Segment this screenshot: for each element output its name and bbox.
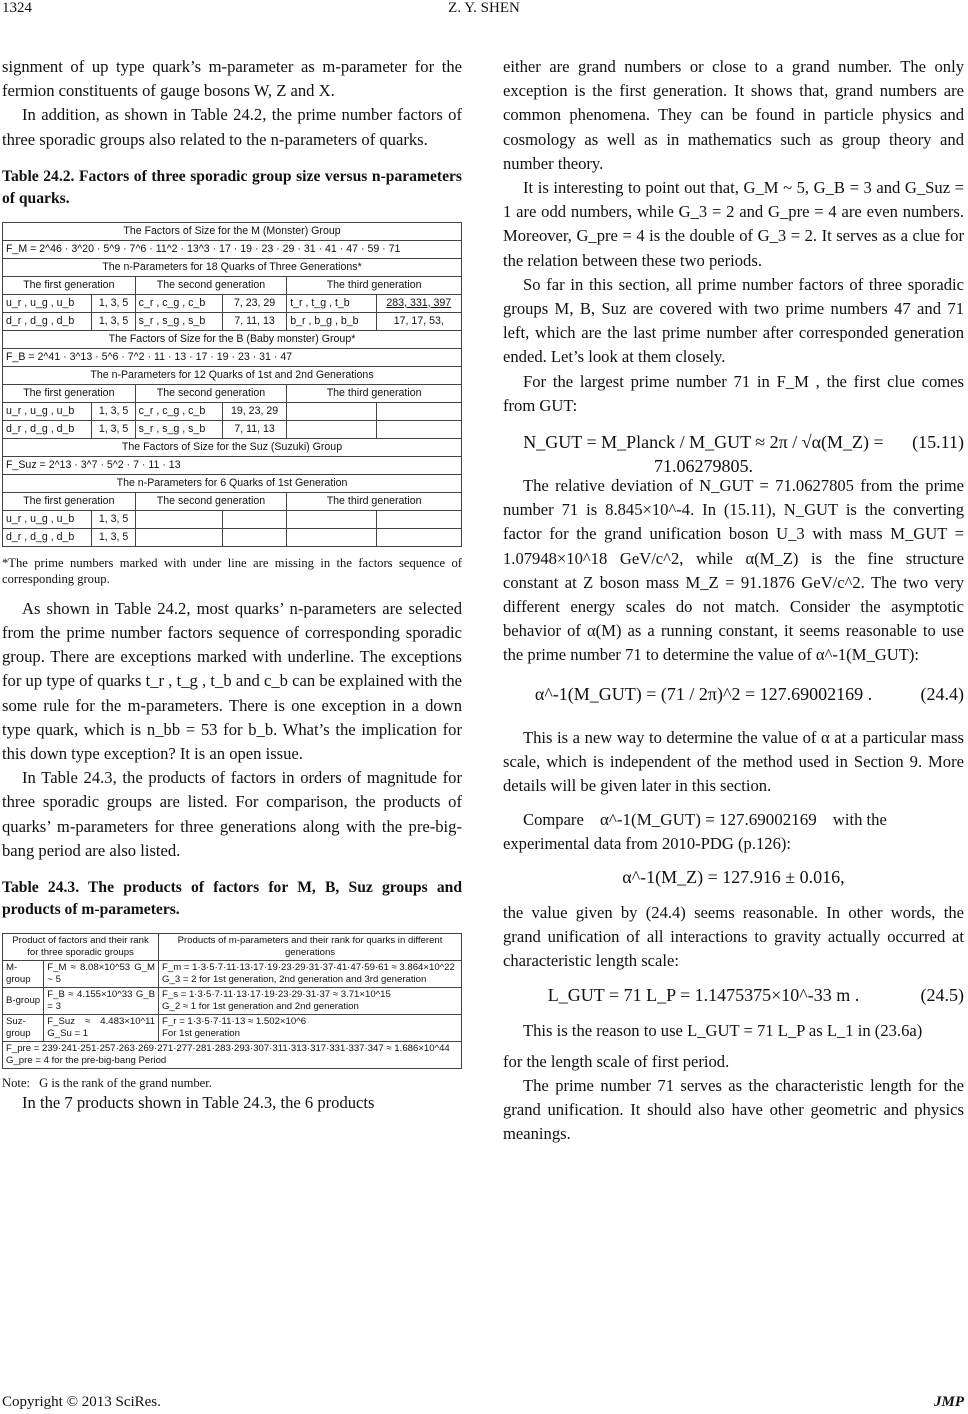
table-cell: s_r , s_g , s_b bbox=[135, 420, 222, 438]
running-author: Z. Y. SHEN bbox=[448, 0, 520, 16]
right-paragraph-7b: experimental data from 2010-PDG (p.126): bbox=[503, 834, 792, 854]
table-cell bbox=[135, 510, 222, 528]
table-cell bbox=[159, 961, 462, 988]
left-paragraph-1: signment of up type quark’s m-parameter as m-parameter for the fermion constituents of gauge bosons W, Z and X. bbox=[2, 57, 462, 101]
table-row bbox=[3, 961, 462, 988]
table-cell: 19, 23, 29 bbox=[222, 402, 286, 420]
gen3-header: The third generation bbox=[287, 384, 462, 402]
table-b-nparams: The n-Parameters for 12 Quarks of 1st and 2nd Generations bbox=[3, 366, 462, 384]
products-line: F_r = 1·3·5·7·11·13 ≈ 1.502×10^6 bbox=[162, 1016, 307, 1028]
table-row bbox=[3, 1015, 462, 1042]
table-cell: c_r , c_g , c_b bbox=[135, 402, 222, 420]
gen2-header: The second generation bbox=[135, 276, 287, 294]
page-number: 1324 bbox=[2, 0, 32, 16]
note-label: Note: bbox=[2, 1076, 30, 1091]
table-cell: F_Suz ≈ 4.483×10^11 G_Su = 1 bbox=[44, 1015, 159, 1042]
table-cell bbox=[135, 528, 222, 546]
table-cell: b_r , b_g , b_b bbox=[287, 312, 376, 330]
table-cell bbox=[222, 528, 286, 546]
text-span: Compare bbox=[523, 810, 584, 830]
rank-line: For 1st generation bbox=[162, 1028, 240, 1040]
table-row bbox=[3, 510, 462, 528]
table-cell: 7, 23, 29 bbox=[222, 294, 286, 312]
footer-journal: JMP bbox=[934, 1394, 964, 1410]
table-cell bbox=[376, 528, 461, 546]
equation-body: N_GUT = M_Planck / M_GUT ≈ 2π / √α(M_Z) = 71.06279805. bbox=[523, 432, 884, 477]
right-paragraph-7 bbox=[503, 808, 964, 832]
table-cell: M-group bbox=[3, 961, 44, 988]
page-header bbox=[0, 0, 968, 22]
rank-line: G_pre = 4 for the pre-big-bang Period bbox=[6, 1055, 167, 1067]
equation-24-5 bbox=[503, 983, 964, 1019]
table-suz-formula: F_Suz = 2^13 · 3^7 · 5^2 · 7 · 11 · 13 bbox=[3, 456, 462, 474]
gen2-header: The second generation bbox=[135, 384, 287, 402]
table-cell: 283, 331, 397 bbox=[376, 294, 461, 312]
table-cell: F_B ≈ 4.155×10^33 G_B = 3 bbox=[44, 988, 159, 1015]
right-paragraph-5: The relative deviation of N_GUT = 71.0627805 from the prime number 71 is 8.845×10^-4. In (15.11), N_GUT is the converting factor for the grand unification boson U_3 with mass M_GUT = 1.07948×10^18 GeV/c^2, while α(M_Z) is the fine structure constant at Z boson mass M_Z = 91.1876 GeV/c^2. The two very different energy scales do not match. Consider the asymptotic behavior of α(M) as a running constant, it seems reasonable to use the prime number 71 to determine the value of α^-1(M_GUT): bbox=[503, 476, 964, 665]
table-cell: t_r , t_g , t_b bbox=[287, 294, 376, 312]
table-row bbox=[3, 402, 462, 420]
table-cell: u_r , u_g , u_b bbox=[3, 294, 92, 312]
table-cell: u_r , u_g , u_b bbox=[3, 402, 92, 420]
gen2-header: The second generation bbox=[135, 492, 287, 510]
equation-24-4 bbox=[503, 682, 964, 726]
table-24-2-caption: Table 24.2. Factors of three sporadic group size versus n-parameters of quarks. bbox=[2, 167, 462, 207]
table-cell bbox=[287, 420, 376, 438]
table3-head-left: Product of factors and their rank for three sporadic groups bbox=[3, 934, 159, 961]
right-paragraph-11: The prime number 71 serves as the characteristic length for the grand unification. It should also have other geometric and physics meanings. bbox=[503, 1075, 964, 1144]
equation-number: (15.11) bbox=[912, 432, 964, 453]
gen1-header: The first generation bbox=[3, 492, 136, 510]
table-cell: 7, 11, 13 bbox=[222, 420, 286, 438]
equation-body: α^-1(M_GUT) = (71 / 2π)^2 = 127.69002169 . bbox=[534, 683, 873, 704]
table-cell: 7, 11, 13 bbox=[222, 312, 286, 330]
right-paragraph-6: This is a new way to determine the value of α at a particular mass scale, which is independent of the method used in Section 9. More details will be given later in this section. bbox=[503, 727, 964, 796]
products-line: F_s = 1·3·5·7·11·13·17·19·23·29·31·37 ≈ 3.71×10^15 bbox=[162, 989, 391, 1001]
table-row bbox=[3, 312, 462, 330]
rank-line: G_2 ≈ 1 for 1st generation and 2nd generation bbox=[162, 1001, 359, 1013]
table3-head-right: Products of m-parameters and their rank for quarks in different generations bbox=[159, 934, 462, 961]
table-row bbox=[3, 1042, 462, 1069]
rank-line: G_3 = 2 for 1st generation, 2nd generation and 3rd generation bbox=[162, 974, 427, 986]
table-cell: 17, 17, 53, bbox=[376, 312, 461, 330]
table-cell: 1, 3, 5 bbox=[92, 528, 135, 546]
equation-body: α^-1(M_Z) = 127.916 ± 0.016, bbox=[622, 866, 845, 887]
table-b-title: The Factors of Size for the B (Baby monster) Group* bbox=[3, 330, 462, 348]
equation-number: (24.5) bbox=[920, 985, 964, 1006]
note-text: G is the rank of the grand number. bbox=[39, 1076, 212, 1091]
gen1-header: The first generation bbox=[3, 276, 136, 294]
gen3-header: The third generation bbox=[287, 276, 462, 294]
table-cell: Suz-group bbox=[3, 1015, 44, 1042]
table-row bbox=[3, 420, 462, 438]
table-cell: u_r , u_g , u_b bbox=[3, 510, 92, 528]
table-m-formula: F_M = 2^46 · 3^20 · 5^9 · 7^6 · 11^2 · 13^3 · 17 · 19 · 23 · 29 · 31 · 41 · 47 · 59 · 71 bbox=[3, 240, 462, 258]
table-cell: 1, 3, 5 bbox=[92, 312, 135, 330]
table-cell bbox=[376, 402, 461, 420]
table-cell: s_r , s_g , s_b bbox=[135, 312, 222, 330]
table-cell bbox=[3, 1042, 462, 1069]
right-paragraph-4: For the largest prime number 71 in F_M , the first clue comes from GUT: bbox=[503, 371, 964, 415]
table-cell: 1, 3, 5 bbox=[92, 402, 135, 420]
left-paragraph-5: In the 7 products shown in Table 24.3, the 6 products bbox=[22, 1093, 375, 1113]
table-row bbox=[3, 294, 462, 312]
right-paragraph-3: So far in this section, all prime number factors of three sporadic groups M, B, Suz are covered with two prime numbers 47 and 71 left, which are the last prime number after corresponded generation ended. Let’s look at them closely. bbox=[503, 274, 964, 367]
table-cell bbox=[376, 510, 461, 528]
table-cell bbox=[287, 528, 376, 546]
right-paragraph-10: for the length scale of first period. bbox=[503, 1051, 730, 1071]
table-b-formula: F_B = 2^41 · 3^13 · 5^6 · 7^2 · 11 · 13 · 17 · 19 · 23 · 31 · 47 bbox=[3, 348, 462, 366]
table-cell bbox=[159, 1015, 462, 1042]
table-cell: c_r , c_g , c_b bbox=[135, 294, 222, 312]
text-span: with the bbox=[832, 810, 887, 830]
products-line: F_pre = 239·241·251·257·263·269·271·277·281·283·293·307·311·313·317·331·337·347 ≈ 1.686×10^44 bbox=[6, 1043, 450, 1055]
equation-15-11 bbox=[503, 430, 964, 477]
left-paragraph-3: As shown in Table 24.2, most quarks’ n-parameters are selected from the prime number factors sequence of corresponding sporadic group. There are exceptions marked with underline. The exceptions for up type of quarks t_r , t_g , t_b and c_b can be explained with the some rule for the m-parameters. There is one exception in a down type quark, which is n_bb = 53 for b_b. What’s the implication for this down type exception? It is an open issue. bbox=[2, 598, 462, 764]
table-cell: d_r , d_g , d_b bbox=[3, 312, 92, 330]
table-24-3-note bbox=[2, 1075, 462, 1091]
table-cell: 1, 3, 5 bbox=[92, 294, 135, 312]
table-cell: F_M ≈ 8.08×10^53 G_M ~ 5 bbox=[44, 961, 159, 988]
left-paragraph-2: In addition, as shown in Table 24.2, the prime number factors of three sporadic groups also related to the n-parameters of quarks. bbox=[2, 105, 462, 149]
table-cell: 1, 3, 5 bbox=[92, 510, 135, 528]
left-paragraph-4: In Table 24.3, the products of factors in orders of magnitude for three sporadic groups are listed. For comparison, the products of quarks’ m-parameters for three generations along with the pre-big-bang period are also listed. bbox=[2, 768, 462, 860]
table-cell: B-group bbox=[3, 988, 44, 1015]
table-suz-nparams: The n-Parameters for 6 Quarks of 1st Generation bbox=[3, 474, 462, 492]
gen1-header: The first generation bbox=[3, 384, 136, 402]
right-paragraph-1: either are grand numbers or close to a grand number. The only exception is the first generation. It shows that, grand numbers are common phenomena. They can be found in particle physics and cosmology as well as in mathematics such as group theory and number theory. bbox=[503, 57, 964, 173]
right-paragraph-9: This is the reason to use L_GUT = 71 L_P as L_1 in (23.6a) bbox=[523, 1021, 923, 1041]
table-row bbox=[3, 528, 462, 546]
table-cell: d_r , d_g , d_b bbox=[3, 420, 92, 438]
table-cell bbox=[159, 988, 462, 1015]
table-24-2-footnote: *The prime numbers marked with under line are missing in the factors sequence of corresponding group. bbox=[2, 555, 462, 586]
table-cell: d_r , d_g , d_b bbox=[3, 528, 92, 546]
table-24-3-caption: Table 24.3. The products of factors for M, B, Suz groups and products of m-parameters. bbox=[2, 879, 462, 919]
gen3-header: The third generation bbox=[287, 492, 462, 510]
footer-copyright: Copyright © 2013 SciRes. bbox=[2, 1394, 161, 1410]
right-paragraph-2: It is interesting to point out that, G_M ~ 5, G_B = 3 and G_Suz = 1 are odd numbers, while G_3 = 2 and G_pre = 4 are even numbers. Moreover, G_pre = 4 is the double of G_3 = 2. It serves as a clue for the relation between these two periods. bbox=[503, 178, 964, 270]
table-m-nparams: The n-Parameters for 18 Quarks of Three Generations* bbox=[3, 258, 462, 276]
table-cell bbox=[287, 402, 376, 420]
equation-pdg bbox=[503, 865, 964, 901]
table-m-title: The Factors of Size for the M (Monster) Group bbox=[3, 222, 462, 240]
table-cell bbox=[287, 510, 376, 528]
table-row bbox=[3, 988, 462, 1015]
equation-body: L_GUT = 71 L_P = 1.1475375×10^-33 m . bbox=[547, 985, 860, 1006]
table-24-3 bbox=[2, 933, 462, 1069]
right-column bbox=[503, 55, 964, 1146]
table-cell bbox=[222, 510, 286, 528]
equation-number: (24.4) bbox=[920, 683, 964, 704]
table-suz-title: The Factors of Size for the Suz (Suzuki) Group bbox=[3, 438, 462, 456]
left-column bbox=[2, 55, 462, 1115]
inline-equation: α^-1(M_GUT) = 127.69002169 bbox=[599, 810, 817, 830]
right-paragraph-8: the value given by (24.4) seems reasonable. In other words, the grand unification of all interactions to gravity actually occurred at characteristic length scale: bbox=[503, 902, 964, 971]
table-24-2 bbox=[2, 222, 462, 547]
table-cell bbox=[376, 420, 461, 438]
products-line: F_m = 1·3·5·7·11·13·17·19·23·29·31·37·41·47·59·61 ≈ 3.864×10^22 bbox=[162, 962, 455, 974]
table-cell: 1, 3, 5 bbox=[92, 420, 135, 438]
